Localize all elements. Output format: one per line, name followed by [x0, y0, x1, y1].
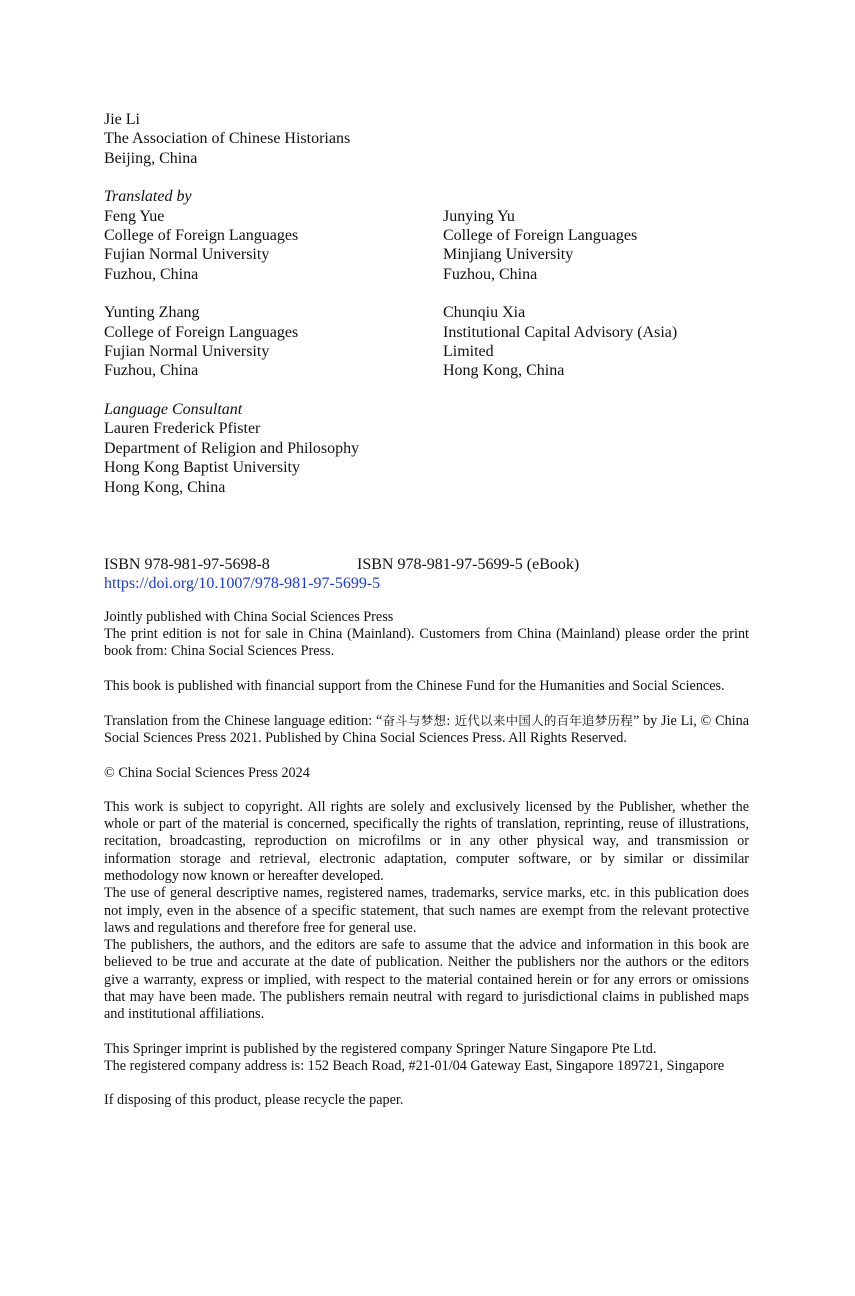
- copyright-line: © China Social Sciences Press 2024: [104, 764, 310, 781]
- translator-line: Fuzhou, China: [104, 265, 199, 283]
- doi-link[interactable]: https://doi.org/10.1007/978-981-97-5699-5: [104, 575, 381, 593]
- publication-notes: [104, 609, 749, 1110]
- translator-3: [104, 303, 443, 381]
- translator-line: College of Foreign Languages: [104, 227, 299, 245]
- translator-1: [104, 207, 443, 285]
- author-affiliation: The Association of Chinese Historians: [104, 130, 351, 148]
- translator-name: Feng Yue: [104, 207, 165, 225]
- translator-line: College of Foreign Languages: [104, 323, 299, 341]
- consultant-line: Hong Kong, China: [104, 478, 226, 496]
- consultant-line: Hong Kong Baptist University: [104, 459, 300, 477]
- translation-note: [104, 712, 749, 748]
- chinese-title: 奋斗与梦想: 近代以来中国人的百年追梦历程: [382, 712, 633, 728]
- legal-paragraph: The publishers, the authors, and the editors are safe to assume that the advice and information in this book are believed to be true and accurate at the date of publication. Neither the publishers nor the authors or the editors give a warranty, express or implied, with respect to the material contained herein or for any errors or omissions that may have been made. The publishers remain neutral with regard to jurisdictional claims in published maps and institutional affiliations.: [104, 937, 749, 1023]
- translators-block: [104, 187, 749, 381]
- translator-line: Institutional Capital Advisory (Asia): [443, 323, 678, 341]
- translator-line: Hong Kong, China: [443, 362, 565, 380]
- copyright-page: [104, 110, 749, 1110]
- print-edition-note: The print edition is not for sale in China (Mainland). Customers from China (Mainland) please order the print book from: China Social Sciences Press.: [104, 626, 749, 660]
- isbn-ebook: ISBN 978-981-97-5699-5 (eBook): [357, 555, 580, 573]
- translator-4: [443, 303, 749, 381]
- translator-name: Yunting Zhang: [104, 304, 200, 322]
- legal-paragraph: This work is subject to copyright. All rights are solely and exclusively licensed by the Publisher, whether the whole or part of the material is concerned, specifically the rights of translation, reprinting, reuse of illustrations, recitation, broadcasting, reproduction on microfilms or in any other physical way, and transmission or information storage and retrieval, electronic adaptation, computer software, or by similar or dissimilar methodology now known or hereafter developed.: [104, 798, 749, 884]
- author-location: Beijing, China: [104, 149, 198, 167]
- consultant-line: Department of Religion and Philosophy: [104, 439, 360, 457]
- translator-line: College of Foreign Languages: [443, 227, 638, 245]
- jointly-published: Jointly published with China Social Sciences Press: [104, 608, 394, 625]
- recycle-note: If disposing of this product, please recycle the paper.: [104, 1092, 404, 1109]
- consultant-name: Lauren Frederick Pfister: [104, 420, 261, 438]
- translator-line: Fujian Normal University: [104, 246, 270, 264]
- translator-line: Fuzhou, China: [443, 265, 538, 283]
- language-consultant-label: Language Consultant: [104, 400, 243, 418]
- translator-line: Limited: [443, 343, 494, 361]
- author-name: Jie Li: [104, 111, 140, 128]
- consultant-block: [104, 400, 749, 497]
- author-block: [104, 110, 749, 168]
- translated-by-label: Translated by: [104, 188, 192, 206]
- translator-2: [443, 207, 749, 285]
- imprint-note: This Springer imprint is published by the registered company Springer Nature Singapore Pte Ltd.: [104, 1040, 657, 1057]
- financial-support-note: This book is published with financial support from the Chinese Fund for the Humanities and Social Sciences.: [104, 677, 725, 694]
- translator-name: Chunqiu Xia: [443, 304, 526, 322]
- translator-name: Junying Yu: [443, 207, 515, 225]
- company-address: The registered company address is: 152 Beach Road, #21-01/04 Gateway East, Singapore 189721, Singapore: [104, 1057, 725, 1074]
- translation-prefix: Translation from the Chinese language edition: “: [104, 712, 383, 729]
- translator-line: Fuzhou, China: [104, 362, 199, 380]
- isbn-print: ISBN 978-981-97-5698-8: [104, 555, 270, 573]
- translator-line: Minjiang University: [443, 246, 574, 264]
- translator-line: Fujian Normal University: [104, 343, 270, 361]
- translation-suffix: ” by Jie Li, © China Social Sciences Press 2021. Published by China Social Sciences Press. All Rights Reserved.: [104, 712, 749, 747]
- legal-paragraph: The use of general descriptive names, registered names, trademarks, service marks, etc. in this publication does not imply, even in the absence of a specific statement, that such names are exempt from the relevant protective laws and regulations and therefore free for general use.: [104, 885, 749, 936]
- isbn-row: [104, 555, 749, 574]
